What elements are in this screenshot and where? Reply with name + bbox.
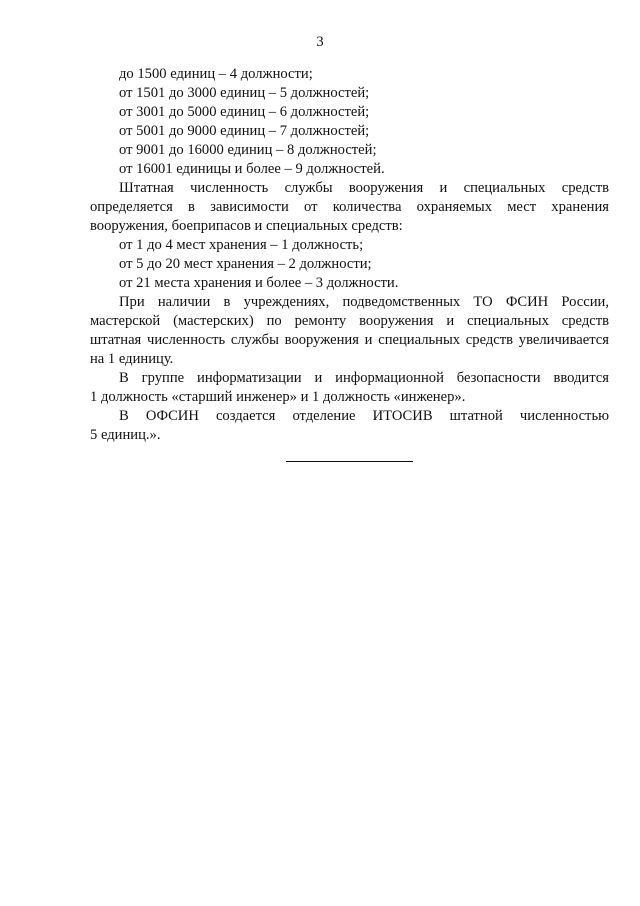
paragraph-line: на 1 единицу.: [90, 351, 174, 367]
paragraph-line: Штатная численность службы вооружения и специальных средств: [119, 180, 609, 196]
paragraph-line: мастерской (мастерских) по ремонту вооружения и специальных средств: [90, 313, 609, 329]
list-item: от 1501 до 3000 единиц – 5 должностей;: [119, 85, 370, 101]
page-number: 3: [316, 34, 324, 50]
paragraph-line: В ОФСИН создается отделение ИТОСИВ штатной численностью: [119, 408, 609, 424]
list-item: от 1 до 4 мест хранения – 1 должность;: [119, 237, 364, 253]
list-item: от 3001 до 5000 единиц – 6 должностей;: [119, 104, 370, 120]
paragraph-line: штатная численность службы вооружения и специальных средств увеличивается: [90, 332, 609, 348]
list-item: от 5 до 20 мест хранения – 2 должности;: [119, 256, 372, 272]
list-item: от 9001 до 16000 единиц – 8 должностей;: [119, 142, 377, 158]
paragraph-line: В группе информатизации и информационной безопасности вводится: [119, 370, 609, 386]
list-item: от 5001 до 9000 единиц – 7 должностей;: [119, 123, 370, 139]
closing-rule: [286, 461, 413, 462]
paragraph-line: вооружения, боеприпасов и специальных средств:: [90, 218, 403, 234]
list-item: от 16001 единицы и более – 9 должностей.: [119, 161, 385, 177]
list-item: от 21 места хранения и более – 3 должности.: [119, 275, 399, 291]
list-item: до 1500 единиц – 4 должности;: [119, 66, 313, 82]
paragraph-line: определяется в зависимости от количества охраняемых мест хранения: [90, 199, 609, 215]
paragraph-line: 5 единиц.».: [90, 427, 161, 443]
paragraph-line: При наличии в учреждениях, подведомственных ТО ФСИН России,: [119, 294, 609, 310]
document-body: [90, 65, 609, 445]
paragraph-line: 1 должность «старший инженер» и 1 должность «инженер».: [90, 389, 466, 405]
